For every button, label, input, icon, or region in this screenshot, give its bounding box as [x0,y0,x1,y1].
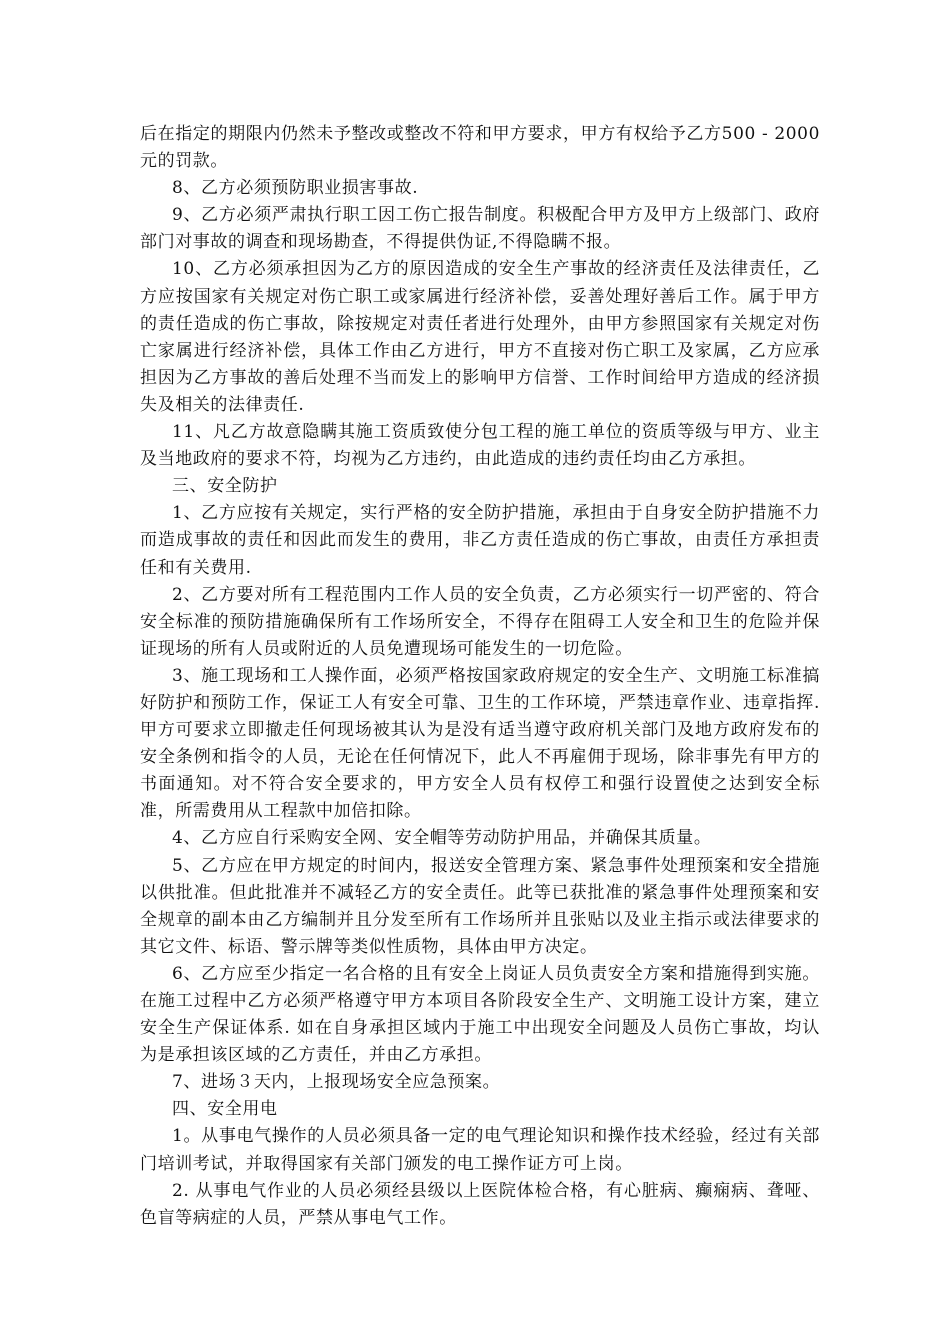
section-heading-safety-protection: 三、安全防护 [172,476,278,497]
paragraph-electrical-2: 2. 从事电气作业的人员必须经县级以上医院体检合格，有心脏病、癫痫病、聋哑、色盲等病症的人员，严禁从事电气工作。 [140,1180,820,1228]
paragraph-item-9: 9、乙方必须严肃执行职工因工伤亡报告制度。积极配合甲方及甲方上级部门、政府部门对事故的调查和现场勘查，不得提供伪证,不得隐瞒不报。 [140,205,820,253]
paragraph-protection-5: 5、乙方应在甲方规定的时间内，报送安全管理方案、紧急事件处理预案和安全措施以供批准。但此批准并不减轻乙方的安全责任。此等已获批准的紧急事件处理预案和安全规章的副本由乙方编制并且分发至所有工作场所并且张贴以及业主指示或法律要求的其它文件、标语、警示牌等类似性质物，具体由甲方决定。 [140,855,820,957]
paragraph-protection-4: 4、乙方应自行采购安全网、安全帽等劳动防护用品，并确保其质量。 [172,828,712,849]
paragraph-protection-1: 1、乙方应按有关规定，实行严格的安全防护措施，承担由于自身安全防护措施不力而造成事故的责任和因此而发生的费用，非乙方责任造成的伤亡事故，由责任方承担责任和有关费用. [140,503,820,578]
section-heading-electrical-safety: 四、安全用电 [172,1099,278,1120]
paragraph-protection-3: 3、施工现场和工人操作面，必须严格按国家政府规定的安全生产、文明施工标准搞好防护和预防工作，保证工人有安全可靠、卫生的工作环境，严禁违章作业、违章指挥. 甲方可要求立即撤走任何现场被其认为是没有适当遵守政府机关部门及地方政府发布的安全条例和指令的人员，无论在任何情况下，此人不再雇佣于现场，除非事先有甲方的书面通知。对不符合安全要求的，甲方安全人员有权停工和强行设置使之达到安全标准，所需费用从工程款中加倍扣除。 [140,665,820,822]
paragraph-continuation: 后在指定的期限内仍然未予整改或整改不符和甲方要求，甲方有权给予乙方500 - 2000元的罚款。 [140,124,820,172]
paragraph-electrical-1: 1。从事电气操作的人员必须具备一定的电气理论知识和操作技术经验，经过有关部门培训考试，并取得国家有关部门颁发的电工操作证方可上岗。 [140,1126,820,1174]
paragraph-protection-6: 6、乙方应至少指定一名合格的且有安全上岗证人员负责安全方案和措施得到实施。在施工过程中乙方必须严格遵守甲方本项目各阶段安全生产、文明施工设计方案，建立安全生产保证体系. 如在自身承担区域内于施工中出现安全问题及人员伤亡事故，均认为是承担该区域的乙方责任，并由乙方承担。 [140,963,820,1066]
paragraph-item-10: 10、乙方必须承担因为乙方的原因造成的安全生产事故的经济责任及法律责任，乙方应按国家有关规定对伤亡职工或家属进行经济补偿，妥善处理好善后工作。属于甲方的责任造成的伤亡事故，除按规定对责任者进行处理外，由甲方参照国家有关规定对伤亡家属进行经济补偿，具体工作由乙方进行，甲方不直接对伤亡职工及家属，乙方应承担因为乙方事故的善后处理不当而发上的影响甲方信誉、工作时间给甲方造成的经济损失及相关的法律责任. [140,259,820,415]
paragraph-protection-2: 2、乙方要对所有工程范围内工作人员的安全负责，乙方必须实行一切严密的、符合安全标准的预防措施确保所有工作场所安全，不得存在阻碍工人安全和卫生的危险并保证现场的所有人员或附近的人员免遭现场可能发生的一切危险。 [140,584,820,659]
document-body [140,121,820,1232]
paragraph-item-8: 8、乙方必须预防职业损害事故. [172,178,419,199]
paragraph-item-11: 11、凡乙方故意隐瞒其施工资质致使分包工程的施工单位的资质等级与甲方、业主及当地政府的要求不符，均视为乙方违约，由此造成的违约责任均由乙方承担。 [140,422,820,470]
paragraph-protection-7: 7、进场３天内，上报现场安全应急预案。 [172,1072,501,1093]
